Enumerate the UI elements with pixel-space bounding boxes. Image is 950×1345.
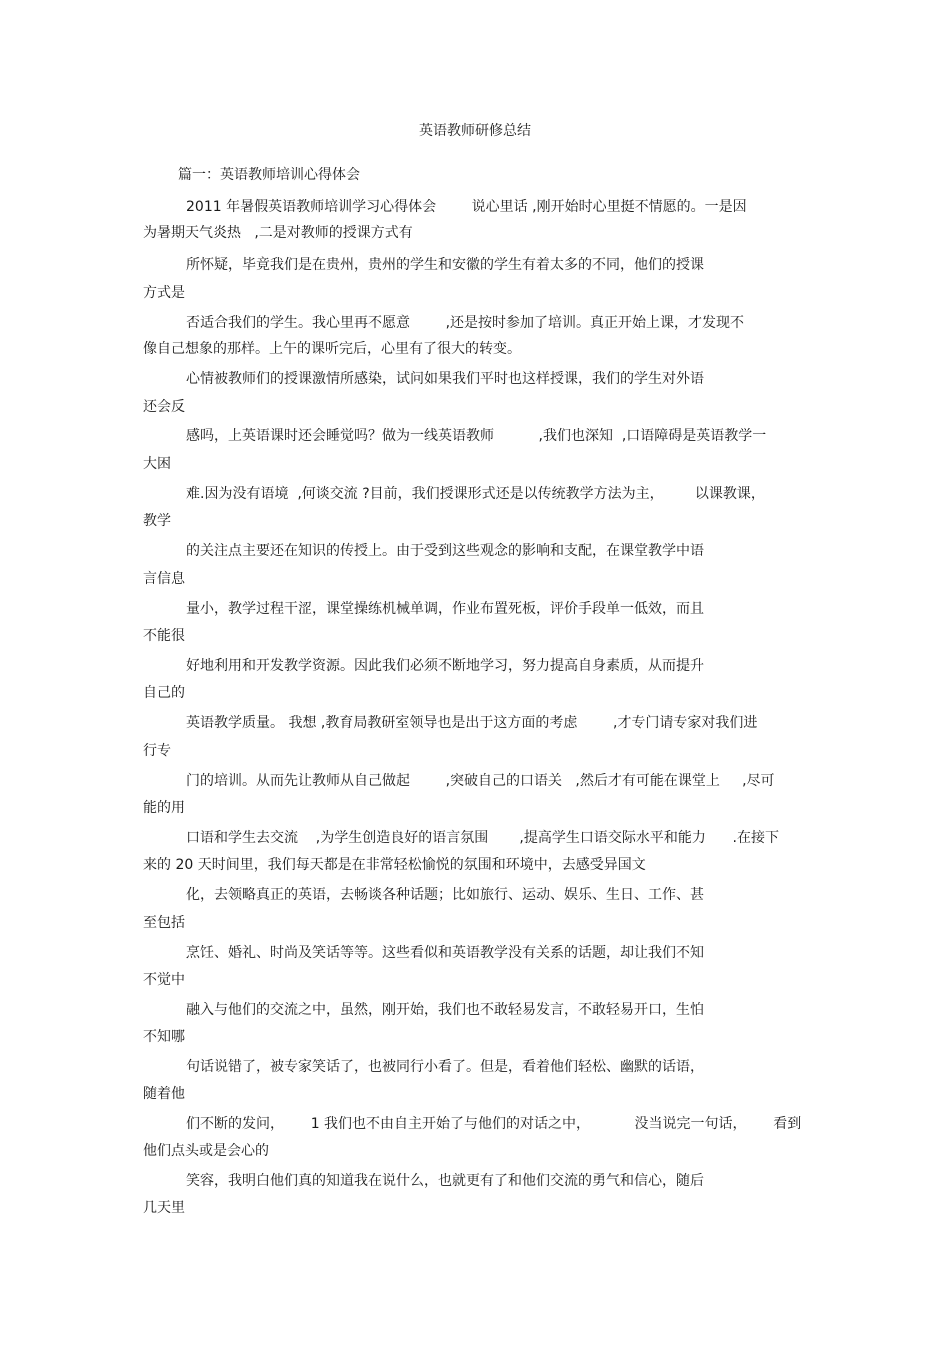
paragraph-line: 他们点头或是会心的 (143, 1143, 269, 1159)
paragraph-line: 否适合我们的学生。我心里再不愿意 ,还是按时参加了培训。真正开始上课，才发现不 (186, 315, 745, 331)
paragraph-line: 心情被教师们的授课激情所感染，试问如果我们平时也这样授课，我们的学生对外语 (186, 371, 704, 387)
paragraph-line: 像自己想象的那样。上午的课听完后，心里有了很大的转变。 (143, 341, 521, 357)
paragraph-line: 教学 (143, 513, 171, 529)
paragraph-line: 大困 (143, 456, 171, 472)
paragraph-line: 量小，教学过程干涩，课堂操练机械单调，作业布置死板，评价手段单一低效，而且 (186, 601, 704, 617)
paragraph-line: 难.因为没有语境 ,何谈交流 ?目前，我们授课形式还是以传统教学方法为主， 以课教课， (186, 486, 765, 502)
paragraph-line: 至包括 (143, 915, 185, 931)
paragraph-line: 烹饪、婚礼、时尚及笑话等等。这些看似和英语教学没有关系的话题，却让我们不知 (186, 945, 704, 961)
paragraph-line: 感吗，上英语课时还会睡觉吗？做为一线英语教师 ,我们也深知 ,口语障碍是英语教学一 (186, 428, 767, 444)
paragraph-line: 不觉中 (143, 972, 185, 988)
paragraph-line: 来的 20 天时间里，我们每天都是在非常轻松愉悦的氛围和环境中，去感受异国文 (143, 857, 646, 873)
paragraph-line: 方式是 (143, 285, 185, 301)
paragraph-line: 融入与他们的交流之中，虽然，刚开始，我们也不敢轻易发言，不敢轻易开口，生怕 (186, 1002, 704, 1018)
paragraph-line: 行专 (143, 743, 171, 759)
paragraph-line: 句话说错了，被专家笑话了，也被同行小看了。但是，看着他们轻松、幽默的话语， (186, 1059, 704, 1075)
paragraph-line: 们不断的发问， 1 我们也不由自主开始了与他们的对话之中， 没当说完一句话， 看到 (186, 1116, 802, 1132)
section-heading: 篇一：英语教师培训心得体会 (178, 167, 360, 183)
paragraph-line: 口语和学生去交流 ,为学生创造良好的语言氛围 ,提高学生口语交际水平和能力 .在接下 (186, 830, 780, 846)
paragraph-line: 不知哪 (143, 1029, 185, 1045)
paragraph-line: 随着他 (143, 1086, 185, 1102)
paragraph-line: 的关注点主要还在知识的传授上。由于受到这些观念的影响和支配，在课堂教学中语 (186, 543, 704, 559)
document-title: 英语教师研修总结 (419, 123, 531, 139)
paragraph-line: 几天里 (143, 1200, 185, 1216)
paragraph-line: 为暑期天气炎热 ,二是对教师的授课方式有 (143, 225, 413, 241)
paragraph-line: 言信息 (143, 571, 185, 587)
paragraph-line: 自己的 (143, 685, 185, 701)
paragraph-line: 所怀疑，毕竟我们是在贵州，贵州的学生和安徽的学生有着太多的不同，他们的授课 (186, 257, 704, 273)
paragraph-line: 还会反 (143, 399, 185, 415)
paragraph-line: 好地利用和开发教学资源。因此我们必须不断地学习，努力提高自身素质，从而提升 (186, 658, 704, 674)
paragraph-line: 化，去领略真正的英语，去畅谈各种话题；比如旅行、运动、娱乐、生日、工作、甚 (186, 887, 704, 903)
paragraph-line: 笑容，我明白他们真的知道我在说什么，也就更有了和他们交流的勇气和信心，随后 (186, 1173, 704, 1189)
paragraph-line: 能的用 (143, 800, 185, 816)
paragraph-line: 门的培训。从而先让教师从自己做起 ,突破自己的口语关 ,然后才有可能在课堂上 ,尽可 (186, 773, 775, 789)
paragraph-line: 2011 年暑假英语教师培训学习心得体会 说心里话 ,刚开始时心里挺不情愿的。一是因 (186, 199, 747, 215)
paragraph-line: 不能很 (143, 628, 185, 644)
paragraph-line: 英语教学质量。 我想 ,教育局教研室领导也是出于这方面的考虑 ,才专门请专家对我们进 (186, 715, 758, 731)
